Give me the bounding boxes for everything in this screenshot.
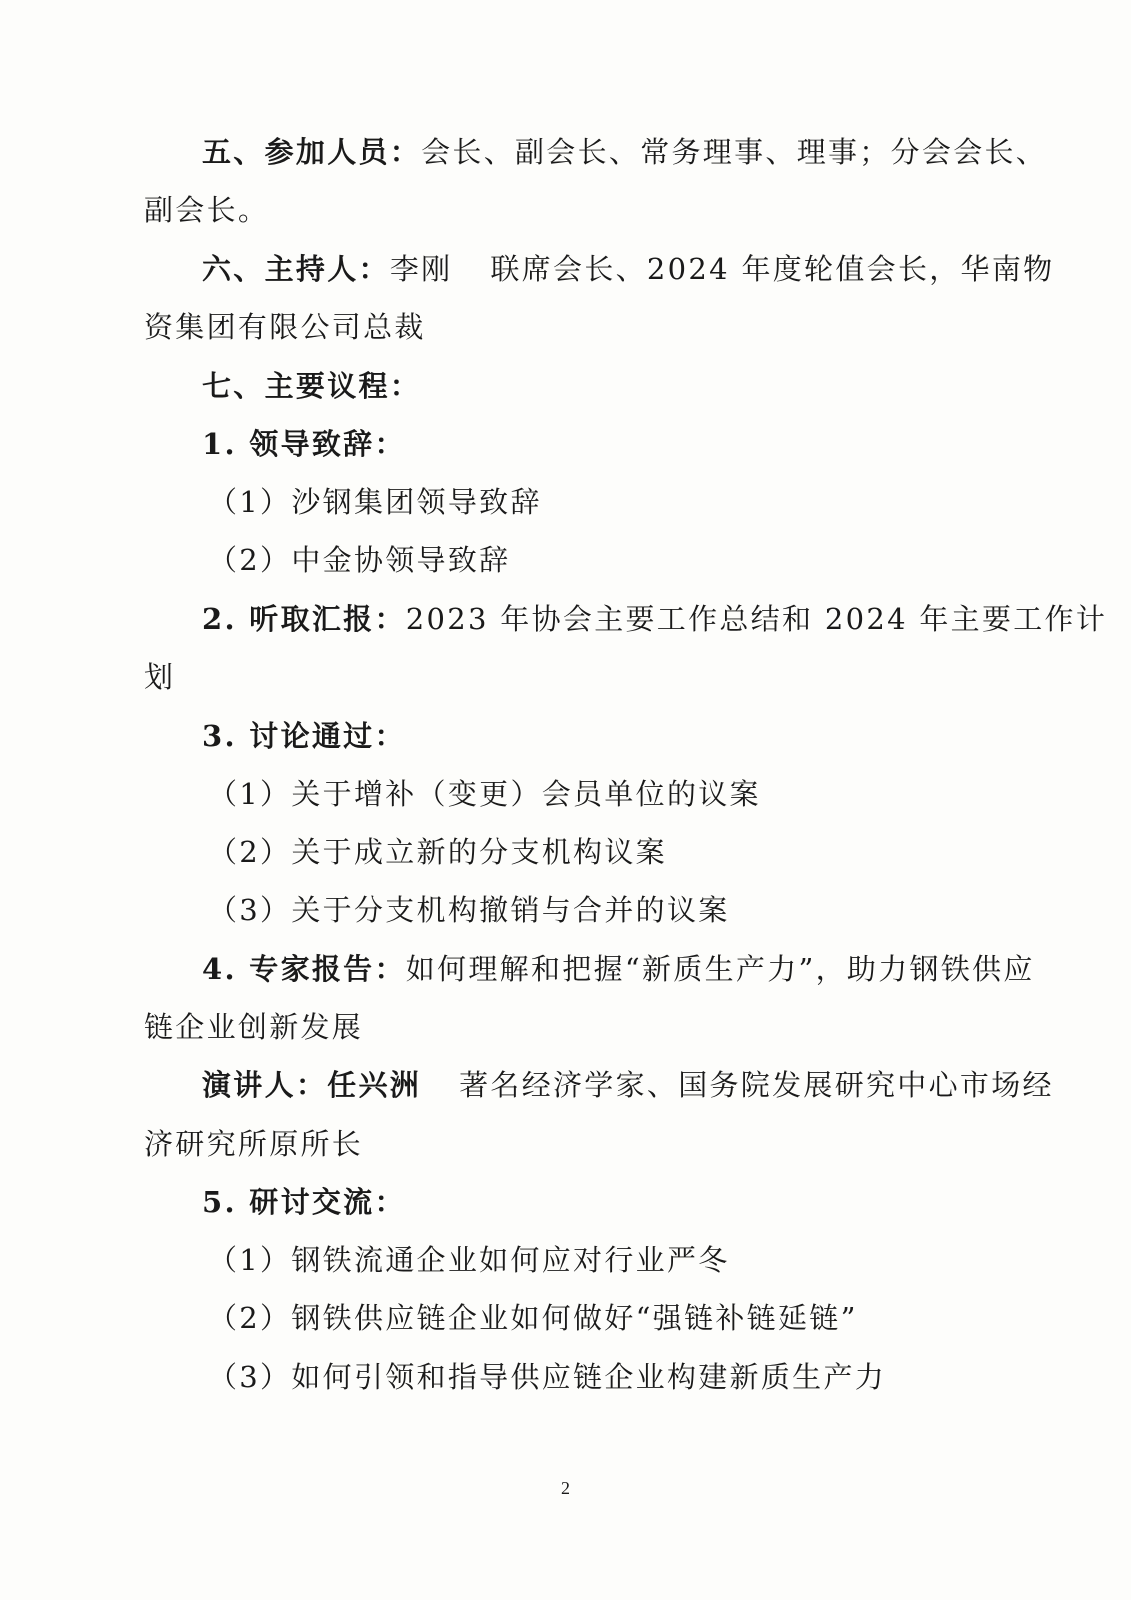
item1-label: 1. 领导致辞： bbox=[202, 427, 406, 461]
item2-line bbox=[202, 599, 1108, 639]
item3-sub-2-text: （2）关于成立新的分支机构议案 bbox=[208, 835, 667, 869]
agenda-heading bbox=[202, 366, 1072, 406]
item3-sub-2 bbox=[208, 832, 1078, 872]
participants-line bbox=[202, 132, 1072, 172]
item1-sub-2-text: （2）中金协领导致辞 bbox=[208, 543, 511, 577]
host-line bbox=[202, 249, 1072, 289]
item5-sub-1 bbox=[208, 1240, 1078, 1280]
host-name: 李刚 bbox=[389, 252, 453, 286]
speaker-line-2 bbox=[144, 1124, 1014, 1164]
item5-sub-3 bbox=[208, 1357, 1078, 1397]
host-title-cont: 资集团有限公司总裁 bbox=[144, 310, 426, 344]
item4-text: 如何理解和把握“新质生产力”，助力钢铁供应 bbox=[405, 952, 1035, 986]
item3-sub-3-text: （3）关于分支机构撤销与合并的议案 bbox=[208, 893, 730, 927]
speaker-label: 演讲人：任兴洲 bbox=[202, 1068, 422, 1102]
item5-sub-2 bbox=[208, 1298, 1078, 1338]
participants-line-2 bbox=[144, 190, 1014, 230]
agenda-label: 七、主要议程： bbox=[202, 369, 422, 403]
item1-sub-1-text: （1）沙钢集团领导致辞 bbox=[208, 485, 542, 519]
speaker-title-cont: 济研究所原所长 bbox=[144, 1127, 364, 1161]
item3-label: 3. 讨论通过： bbox=[202, 719, 406, 753]
host-label: 六、主持人： bbox=[202, 252, 390, 286]
item3-heading bbox=[202, 716, 1072, 756]
item5-heading bbox=[202, 1182, 1072, 1222]
participants-text: 会长、副会长、常务理事、理事；分会会长、 bbox=[421, 135, 1048, 169]
item5-sub-1-text: （1）钢铁流通企业如何应对行业严冬 bbox=[208, 1243, 730, 1277]
speaker-line bbox=[202, 1065, 1072, 1105]
host-line-2 bbox=[144, 307, 1014, 347]
item3-sub-1-text: （1）关于增补（变更）会员单位的议案 bbox=[208, 777, 761, 811]
page-number: 2 bbox=[561, 1478, 570, 1498]
item1-sub-2 bbox=[208, 540, 1078, 580]
item2-label: 2. 听取汇报： bbox=[202, 602, 406, 636]
item2-line-2 bbox=[144, 657, 1014, 697]
speaker-title: 著名经济学家、国务院发展研究中心市场经 bbox=[459, 1068, 1054, 1102]
item2-text: 2023 年协会主要工作总结和 2024 年主要工作计 bbox=[405, 602, 1108, 636]
item5-label: 5. 研讨交流： bbox=[202, 1185, 406, 1219]
item4-line-2 bbox=[144, 1007, 1014, 1047]
item3-sub-1 bbox=[208, 774, 1078, 814]
item1-heading bbox=[202, 424, 1072, 464]
host-title: 联席会长、2024 年度轮值会长，华南物 bbox=[490, 252, 1055, 286]
item5-sub-2-text: （2）钢铁供应链企业如何做好“强链补链延链” bbox=[208, 1301, 858, 1335]
item4-label: 4. 专家报告： bbox=[202, 952, 406, 986]
participants-label: 五、参加人员： bbox=[202, 135, 422, 169]
item1-sub-1 bbox=[208, 482, 1078, 522]
participants-text-cont: 副会长。 bbox=[144, 193, 270, 227]
item5-sub-3-text: （3）如何引领和指导供应链企业构建新质生产力 bbox=[208, 1360, 887, 1394]
item3-sub-3 bbox=[208, 890, 1078, 930]
item4-text-cont: 链企业创新发展 bbox=[144, 1010, 364, 1044]
item4-line bbox=[202, 949, 1072, 989]
item2-text-cont: 划 bbox=[144, 660, 176, 694]
